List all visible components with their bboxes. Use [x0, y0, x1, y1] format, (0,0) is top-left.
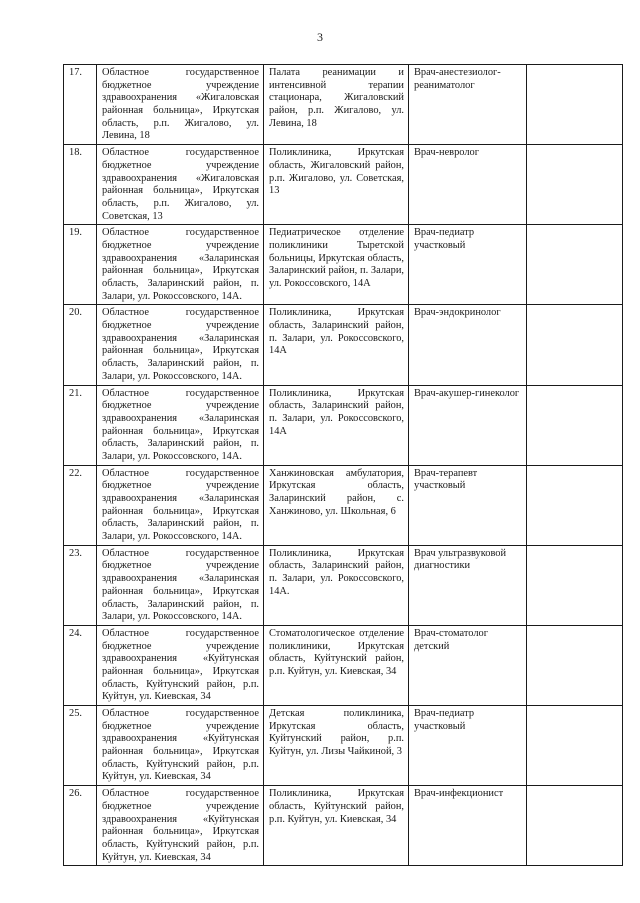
organization-text: Областное государственное бюджетное учреждение здравоохранения «Заларинская районная больница», Иркутская область, Заларинский район, п. Залари, ул. Рокоссовского, 14А. [102, 387, 259, 462]
organization-cell [97, 625, 264, 705]
organization-cell [97, 706, 264, 786]
organization-text: Областное государственное бюджетное учреждение здравоохранения «Куйтунская районная больница», Иркутская область, Куйтунский район, р.п. Куйтун, ул. Киевская, 34 [102, 627, 259, 703]
table-body [64, 65, 623, 866]
position-text: Врач-акушер-гинеколог [414, 387, 520, 399]
unit-cell [264, 706, 409, 786]
row-number-cell [64, 545, 97, 625]
organization-cell [97, 545, 264, 625]
row-number-cell [64, 706, 97, 786]
extra-cell [527, 145, 623, 225]
row-number: 22. [69, 467, 82, 479]
row-number-cell [64, 145, 97, 225]
organization-cell [97, 65, 264, 145]
extra-cell [527, 625, 623, 705]
organization-text: Областное государственное бюджетное учреждение здравоохранения «Заларинская районная больница», Иркутская область, Заларинский район, п. Залари, ул. Рокоссовского, 14А. [102, 227, 259, 302]
vacancy-table [63, 64, 623, 866]
unit-cell [264, 465, 409, 545]
organization-text: Областное государственное бюджетное учреждение здравоохранения «Заларинская районная больница», Иркутская область, Заларинский район, п. Залари, ул. Рокоссовского, 14А. [102, 307, 259, 382]
unit-text: Поликлиника, Иркутская область, Заларинский район, п. Залари, ул. Рокоссовского, 14А [269, 387, 404, 437]
unit-cell [264, 385, 409, 465]
unit-text: Поликлиника, Иркутская область, Заларинский район, п. Залари, ул. Рокоссовского, 14А [269, 307, 404, 357]
position-text: Врач-эндокринолог [414, 307, 501, 319]
unit-cell [264, 305, 409, 385]
extra-cell [527, 385, 623, 465]
position-cell [409, 65, 527, 145]
organization-cell [97, 225, 264, 305]
position-cell [409, 305, 527, 385]
organization-text: Областное государственное бюджетное учреждение здравоохранения «Куйтунская районная больница», Иркутская область, Куйтунский район, р.п. Куйтун, ул. Киевская, 34 [102, 708, 259, 783]
unit-cell [264, 625, 409, 705]
row-number-cell [64, 465, 97, 545]
organization-text: Областное государственное бюджетное учреждение здравоохранения «Жигаловская районная больница», Иркутская область, р.п. Жигалово, ул. Советская, 13 [102, 147, 259, 222]
organization-text: Областное государственное бюджетное учреждение здравоохранения «Заларинская районная больница», Иркутская область, Заларинский район, п. Залари, ул. Рокоссовского, 14А. [102, 467, 259, 543]
position-text: Врач-терапевт участковый [414, 467, 478, 492]
row-number: 23. [69, 547, 82, 559]
unit-cell [264, 145, 409, 225]
unit-text: Педиатрическое отделение поликлиники Тыретской больницы, Иркутская область, Заларинский район, п. Залари, ул. Рокоссовского, 14А [269, 227, 404, 289]
table-row [64, 225, 623, 305]
unit-cell [264, 786, 409, 866]
table-row [64, 625, 623, 705]
organization-text: Областное государственное бюджетное учреждение здравоохранения «Заларинская районная больница», Иркутская область, Заларинский район, п. Залари, ул. Рокоссовского, 14А. [102, 547, 259, 623]
table-row [64, 145, 623, 225]
row-number-cell [64, 385, 97, 465]
table-row [64, 65, 623, 145]
organization-cell [97, 786, 264, 866]
unit-text: Палата реанимации и интенсивной терапии стационара, Жигаловский район, р.п. Жигалово, ул. Левина, 18 [269, 67, 404, 129]
position-cell [409, 145, 527, 225]
row-number-cell [64, 305, 97, 385]
position-cell [409, 225, 527, 305]
position-cell [409, 545, 527, 625]
unit-text: Детская поликлиника, Иркутская область, Куйтунский район, р.п. Куйтун, ул. Лизы Чайкиной, 3 [269, 708, 404, 758]
position-text: Врач-педиатр участковый [414, 708, 475, 732]
organization-cell [97, 385, 264, 465]
organization-text: Областное государственное бюджетное учреждение здравоохранения «Жигаловская районная больница», Иркутская область, р.п. Жигалово, ул. Левина, 18 [102, 67, 259, 142]
row-number-cell [64, 786, 97, 866]
row-number-cell [64, 625, 97, 705]
position-text: Врач-невролог [414, 147, 479, 159]
unit-cell [264, 225, 409, 305]
organization-text: Областное государственное бюджетное учреждение здравоохранения «Куйтунская районная больница», Иркутская область, Куйтунский район, р.п. Куйтун, ул. Киевская, 34 [102, 788, 259, 863]
row-number: 20. [69, 307, 82, 319]
organization-cell [97, 145, 264, 225]
table-row [64, 305, 623, 385]
organization-cell [97, 305, 264, 385]
position-text: Врач-анестезиолог-реаниматолог [414, 67, 501, 91]
position-cell [409, 465, 527, 545]
row-number: 19. [69, 227, 82, 239]
page-number: 3 [317, 30, 323, 44]
table-row [64, 706, 623, 786]
organization-cell [97, 465, 264, 545]
unit-text: Ханжиновская амбулатория, Иркутская область, Заларинский район, с. Ханжиново, ул. Школьная, 6 [269, 467, 404, 517]
unit-text: Поликлиника, Иркутская область, Жигаловский район, р.п. Жигалово, ул. Советская, 13 [269, 147, 404, 197]
row-number-cell [64, 65, 97, 145]
table-row [64, 465, 623, 545]
row-number-cell [64, 225, 97, 305]
table-row [64, 545, 623, 625]
extra-cell [527, 545, 623, 625]
row-number: 25. [69, 708, 82, 719]
unit-cell [264, 545, 409, 625]
row-number: 21. [69, 387, 82, 399]
unit-text: Поликлиника, Иркутская область, Куйтунский район, р.п. Куйтун, ул. Киевская, 34 [269, 788, 404, 825]
unit-text: Стоматологическое отделение поликлиники, Иркутская область, Куйтунский район, р.п. Куйтун, ул. Киевская, 34 [269, 627, 404, 677]
row-number: 24. [69, 627, 82, 639]
extra-cell [527, 706, 623, 786]
position-text: Врач-стоматолог детский [414, 627, 488, 652]
table-row [64, 385, 623, 465]
table-row [64, 786, 623, 866]
unit-cell [264, 65, 409, 145]
row-number: 18. [69, 147, 82, 159]
unit-text: Поликлиника, Иркутская область, Заларинский район, п. Залари, ул. Рокоссовского, 14А. [269, 547, 404, 597]
extra-cell [527, 465, 623, 545]
extra-cell [527, 225, 623, 305]
position-cell [409, 786, 527, 866]
row-number: 17. [69, 67, 82, 78]
position-text: Врач-педиатр участковый [414, 227, 475, 251]
position-text: Врач-инфекционист [414, 788, 504, 800]
position-cell [409, 625, 527, 705]
position-cell [409, 385, 527, 465]
position-cell [409, 706, 527, 786]
extra-cell [527, 65, 623, 145]
row-number: 26. [69, 788, 82, 800]
extra-cell [527, 786, 623, 866]
extra-cell [527, 305, 623, 385]
position-text: Врач ультразвуковой диагностики [414, 547, 507, 572]
